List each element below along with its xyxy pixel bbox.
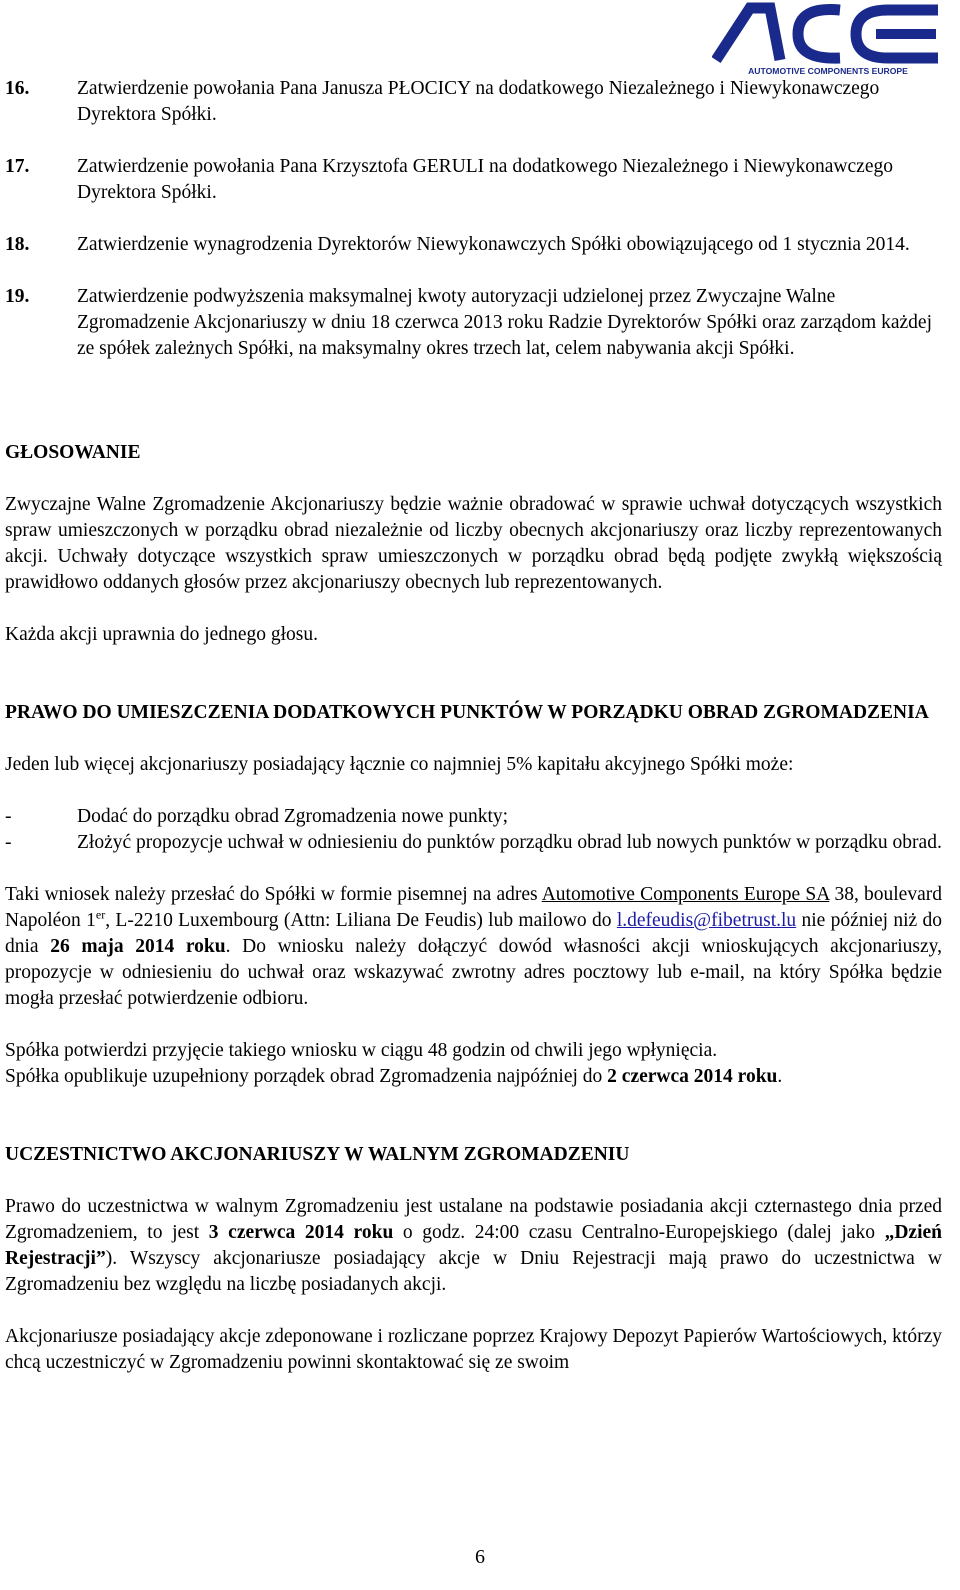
agenda-item-text: Zatwierdzenie powołania Pana Krzysztofa GERULI na dodatkowego Niezależnego i Niewykonawczego Dyrektora Spółki. [77, 156, 893, 203]
participation-heading: UCZESTNICTWO AKCJONARIUSZY W WALNYM ZGROMADZENIU [5, 1144, 630, 1165]
voting-rule: Każda akcji uprawnia do jednego głosu. [5, 624, 318, 645]
participation-text: ). Wszyscy akcjonariusze posiadający akcje w Dniu Rejestracji mają prawo do uczestnictwa w Zgromadzeniu bez względu na liczbę posiadanych akcji. [5, 1248, 942, 1295]
registration-term: „Dzień Rejestracji” [5, 1222, 942, 1269]
request-text: , L-2210 Luxembourg (Attn: Liliana De Feudis) lub mailowo do [105, 910, 617, 931]
publication-text-part: Spółka opublikuje uzupełniony porządek obrad Zgromadzenia najpóźniej do [5, 1066, 608, 1087]
list-item [5, 804, 942, 830]
email-link[interactable]: l.defeudis@fibetrust.lu [616, 910, 797, 931]
request-text: Taki wniosek należy przesłać do Spółki w formie pisemnej na adres [5, 884, 542, 905]
publication-date: 2 czerwca 2014 roku [607, 1066, 778, 1087]
ace-logo [712, 0, 944, 78]
list-item-text: Złożyć propozycje uchwał w odniesieniu do punktów porządku obrad lub nowych punktów w porządku obrad. [77, 832, 942, 853]
publication-text-part: . [777, 1066, 783, 1087]
request-text: nie później niż do dnia [5, 910, 943, 957]
depository-paragraph: Akcjonariusze posiadający akcje zdeponowane i rozliczane poprzez Krajowy Depozyt Papierów Wartościowych, którzy chcą uczestniczyć w Zgromadzeniu powinni skontaktować się ze swoim [5, 1326, 942, 1373]
publication-text [5, 1064, 942, 1090]
agenda-item-number: 17. [5, 156, 30, 177]
company-name: Automotive Components Europe SA [541, 884, 830, 905]
agenda-right-heading: PRAWO DO UMIESZCZENIA DODATKOWYCH PUNKTÓW W PORZĄDKU OBRAD ZGROMADZENIA [5, 702, 929, 723]
list-item-text: Dodać do porządku obrad Zgromadzenia nowe punkty; [77, 806, 509, 827]
superscript: er [95, 907, 106, 922]
dash-marker: - [5, 832, 12, 853]
agenda-item-text: Zatwierdzenie powołania Pana Janusza PŁOCICY na dodatkowego Niezależnego i Niewykonawczego Dyrektora Spółki. [77, 78, 880, 125]
agenda-item-number: 16. [5, 78, 30, 99]
registration-date: 3 czerwca 2014 roku [208, 1222, 394, 1243]
request-paragraph [5, 882, 942, 1012]
agenda-item-16 [5, 76, 942, 128]
agenda-item-text: Zatwierdzenie wynagrodzenia Dyrektorów Niewykonawczych Spółki obowiązującego od 1 stycznia 2014. [77, 234, 910, 255]
agenda-item-18 [5, 232, 942, 258]
confirmation-text: Spółka potwierdzi przyjęcie takiego wniosku w ciągu 48 godzin od chwili jego wpłynięcia. [5, 1040, 718, 1061]
logo-tagline: AUTOMOTIVE COMPONENTS EUROPE [748, 66, 908, 76]
participation-text: Prawo do uczestnictwa w walnym Zgromadzeniu jest ustalane na podstawie posiadania akcji czternastego dnia przed Zgromadzeniem, to jest [5, 1196, 942, 1243]
list-item [5, 830, 942, 856]
dash-marker: - [5, 806, 12, 827]
voting-paragraph: Zwyczajne Walne Zgromadzenie Akcjonariuszy będzie ważnie obradować w sprawie uchwał dotyczących wszystkich spraw umieszczonych w porządku obrad niezależnie od liczby obecnych akcjonariuszy oraz liczby reprezentowanych akcji. Uchwały dotyczące wszystkich spraw umieszczonych w porządku obrad będą podjęte zwykłą większością prawidłowo oddanych głosów przez akcjonariuszy obecnych lub reprezentowanych. [5, 494, 942, 593]
agenda-item-17 [5, 154, 942, 206]
participation-paragraph [5, 1194, 942, 1298]
agenda-item-text: Zatwierdzenie podwyższenia maksymalnej kwoty autoryzacji udzielonej przez Zwyczajne Walne Zgromadzenie Akcjonariuszy w dniu 18 czerwca 2013 roku Radzie Dyrektorów Spółki oraz zarządom każdej ze spółek zależnych Spółki, na maksymalny okres trzech lat, celem nabywania akcji Spółki. [77, 286, 932, 359]
agenda-item-19 [5, 284, 942, 362]
agenda-item-number: 18. [5, 234, 30, 255]
voting-heading: GŁOSOWANIE [5, 442, 141, 463]
deadline-date: 26 maja 2014 roku [50, 936, 226, 957]
document-body [5, 76, 942, 1376]
agenda-item-number: 19. [5, 286, 30, 307]
request-text: 38, boulevard Napoléon 1 [5, 884, 942, 931]
participation-text: o godz. 24:00 czasu Centralno-Europejskiego (dalej jako [393, 1222, 885, 1243]
page-number: 6 [475, 1546, 485, 1568]
request-text: . Do wniosku należy dołączyć dowód własności akcji wnioskujących akcjonariuszy, propozycje w odniesieniu do uchwał oraz wskazywać zwrotny adres pocztowy lub e-mail, na który Spółka będzie mogła przesłać potwierdzenie odbioru. [5, 936, 943, 1009]
agenda-right-intro: Jeden lub więcej akcjonariuszy posiadający łącznie co najmniej 5% kapitału akcyjnego Spółki może: [5, 754, 794, 775]
